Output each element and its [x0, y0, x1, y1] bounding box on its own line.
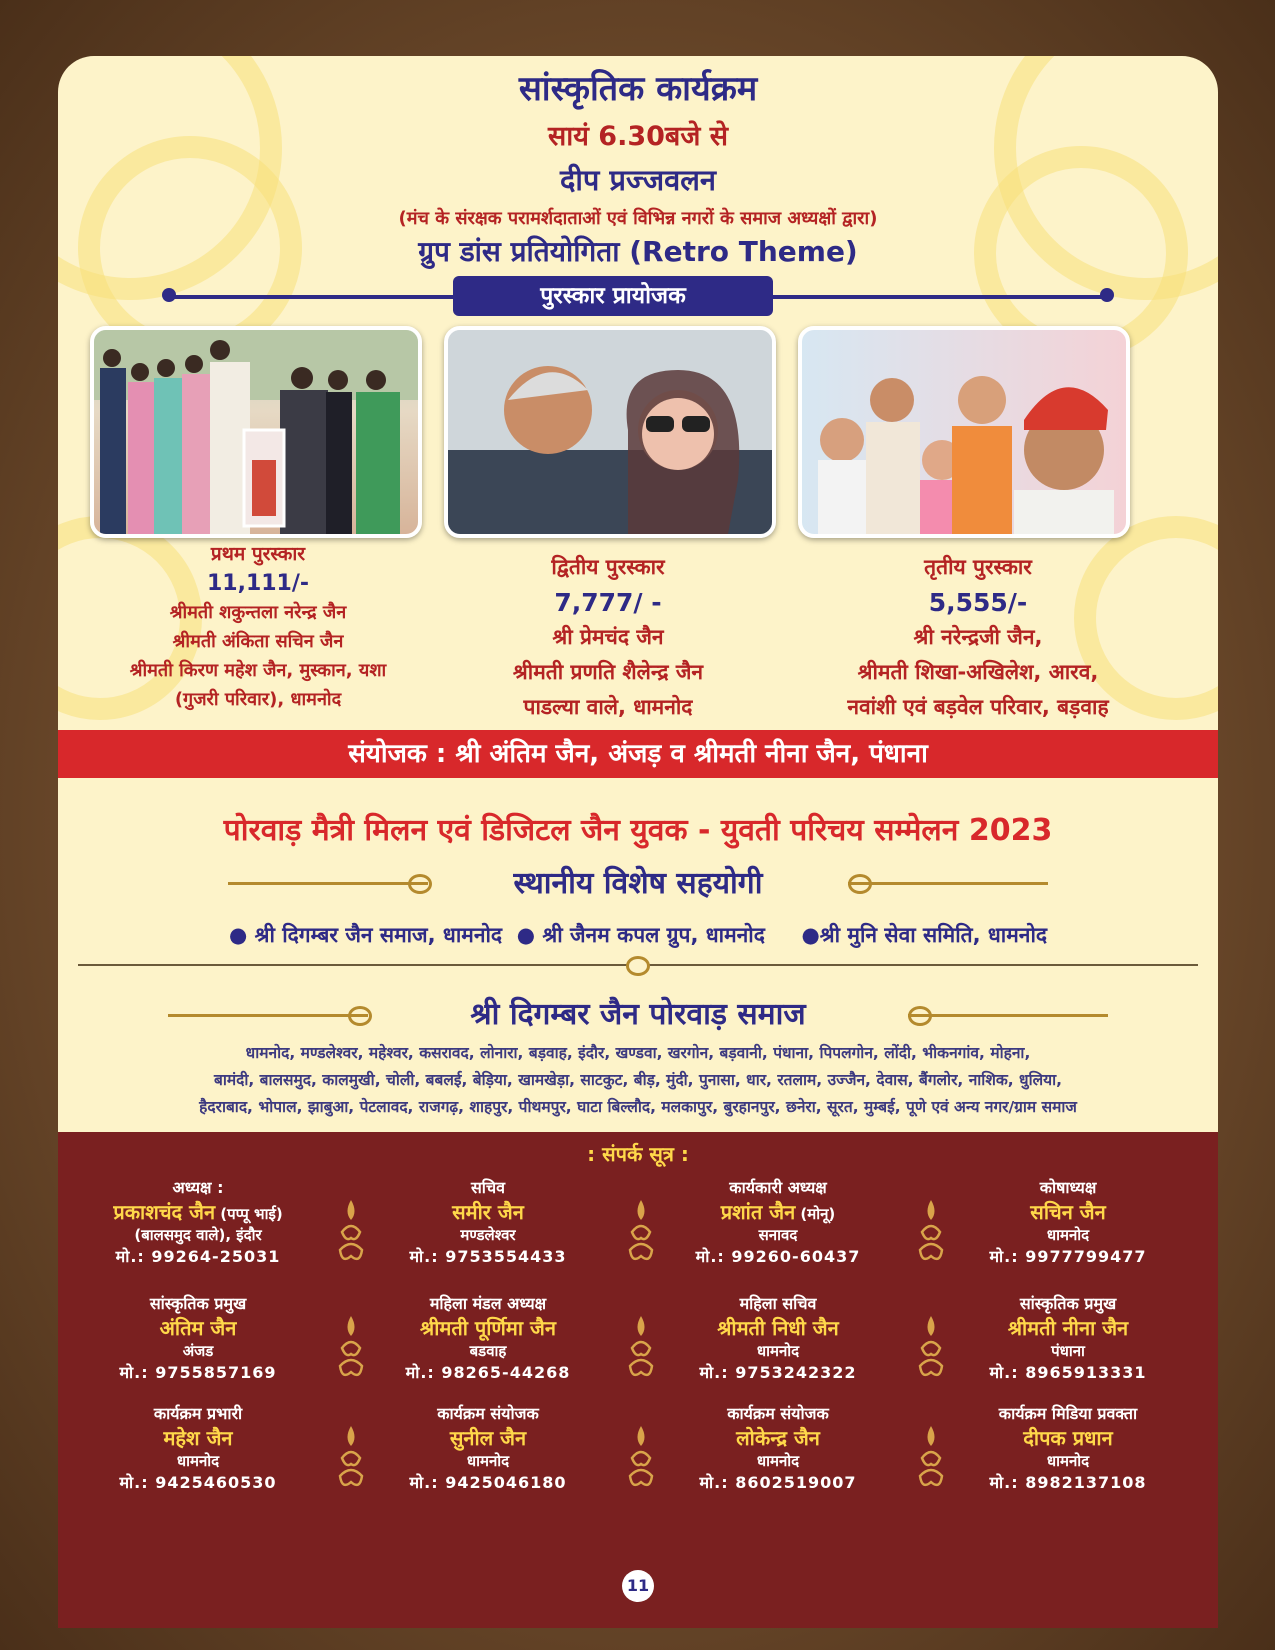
contact-name-line [938, 1424, 1198, 1451]
first-prize-family-photo [90, 326, 422, 538]
contact-card [648, 1176, 908, 1267]
contact-card [358, 1176, 618, 1267]
lamp-lighting: दीप प्रज्जवलन [560, 163, 716, 197]
contact-place: बडवाह [469, 1342, 507, 1360]
contact-nickname: (मोनू) [795, 1205, 836, 1223]
contact-place: धामनोद [1046, 1226, 1090, 1244]
contact-name: प्रशांत जैन [720, 1200, 796, 1224]
contact-phone: मो.: 99264-25031 [115, 1247, 281, 1266]
contact-name: सुनील जैन [449, 1426, 527, 1450]
local-support-list [58, 921, 1218, 949]
contact-place: अंजड [182, 1342, 214, 1360]
brochure-page [58, 56, 1218, 1636]
contact-place: धामनोद [756, 1452, 800, 1470]
contact-card [68, 1402, 328, 1493]
contact-name: प्रकाशचंद जैन [113, 1200, 216, 1224]
contact-phone: मो.: 98265-44268 [405, 1363, 571, 1382]
prize-sponsor-line: श्रीमती शकुन्तला नरेन्द्र जैन [169, 602, 347, 623]
prize-label: प्रथम पुरस्कार [210, 543, 306, 565]
contact-name: लोकेन्द्र जैन [736, 1426, 820, 1450]
contact-card [938, 1402, 1198, 1493]
contact-place: पंधाना [1051, 1342, 1085, 1360]
third-photo-figures [802, 330, 1126, 534]
contact-role: कार्यक्रम संयोजक [727, 1404, 829, 1423]
contact-card [938, 1292, 1198, 1383]
contact-phone: मो.: 9753554433 [409, 1247, 567, 1266]
contact-card [68, 1292, 328, 1383]
ornament-curl [626, 956, 650, 976]
prize-sponsor-line: श्री प्रेमचंद जैन [552, 625, 664, 649]
contact-phone: मो.: 9425460530 [119, 1473, 277, 1492]
page-number: 11 [622, 1570, 654, 1602]
contact-phone: मो.: 9977799477 [989, 1247, 1147, 1266]
contact-place: (बालसमुद वाले), इंदौर [134, 1226, 262, 1244]
prize-sponsor-line: (गुजरी परिवार), धामनोद [174, 689, 342, 710]
contact-name: श्रीमती पूर्णिमा जैन [420, 1316, 556, 1340]
contact-phone: मो.: 9755857169 [119, 1363, 277, 1382]
contact-card [648, 1402, 908, 1493]
contact-role: सचिव [470, 1178, 506, 1197]
ornament-curl [908, 1006, 932, 1026]
event-title: पोरवाड़ मैत्री मिलन एवं डिजिटल जैन युवक - युवती परिचय सम्मेलन 2023 [223, 813, 1053, 848]
competition-title: ग्रुप डांस प्रतियोगिता (Retro Theme) [418, 235, 858, 268]
prize-sponsor-line: नवांशी एवं बड़वेल परिवार, बड़वाह [847, 695, 1109, 719]
rule-dot [1100, 288, 1114, 302]
contact-role: कार्यक्रम संयोजक [437, 1404, 539, 1423]
contact-name: श्रीमती नीना जैन [1007, 1316, 1129, 1340]
contact-role: कार्यक्रम प्रभारी [153, 1404, 243, 1423]
contact-name-line [648, 1314, 908, 1341]
town-list [58, 1040, 1218, 1121]
support-item: ●श्री मुनि सेवा समिति, धामनोद [801, 923, 1048, 947]
contact-name-line [68, 1424, 328, 1451]
contact-phone: मो.: 8982137108 [989, 1473, 1147, 1492]
contact-place: मण्डलेश्वर [460, 1226, 516, 1244]
contact-name: अंतिम जैन [159, 1316, 237, 1340]
rule-dot [162, 288, 176, 302]
contact-role: सांस्कृतिक प्रमुख [149, 1294, 247, 1313]
support-item: ● श्री दिगम्बर जैन समाज, धामनोद [228, 923, 503, 947]
contact-name-line [938, 1198, 1198, 1225]
ornament-curl [848, 874, 872, 894]
prize-sponsor-line: श्रीमती अंकिता सचिन जैन [172, 631, 344, 652]
contact-place: धामनोद [1046, 1452, 1090, 1470]
contact-name-line [68, 1314, 328, 1341]
prize-label: तृतीय पुरस्कार [924, 555, 1032, 579]
town-list-line: धामनोद, मण्डलेश्वर, महेश्वर, कसरावद, लोनारा, बड़वाह, इंदौर, खण्डवा, खरगोन, बड़वानी, पंधाना, पिपलगोन, लोंदी, भीकनगांव, मोहना, [245, 1044, 1031, 1062]
contact-name: श्रीमती निधी जैन [717, 1316, 839, 1340]
third-prize [778, 550, 1178, 725]
contact-card [648, 1292, 908, 1383]
contact-name-line [938, 1314, 1198, 1341]
contact-card [938, 1176, 1198, 1267]
program-title: सांस्कृतिक कार्यक्रम [518, 69, 758, 109]
contact-card [358, 1402, 618, 1493]
lamp-note: (मंच के संरक्षक परामर्शदाताओं एवं विभिन्न नगरों के समाज अध्यक्षों द्वारा) [398, 208, 878, 229]
cream-panel [58, 56, 1218, 1190]
town-list-line: बामंदी, बालसमुद, कालमुखी, चोली, बबलई, बेड़िया, खामखेड़ा, साटकुट, बीड़, मुंदी, पुनासा, धार, रतलाम, उज्जैन, देवास, बैंगलोर, नाशिक, धुलिया, [214, 1071, 1062, 1089]
contact-role: कार्यकारी अध्यक्ष [729, 1178, 827, 1197]
contact-role: महिला सचिव [739, 1294, 817, 1313]
program-time: सायं 6.30बजे से [547, 121, 729, 152]
contact-name: सचिन जैन [1030, 1200, 1106, 1224]
first-prize [58, 540, 458, 714]
contact-role: सांस्कृतिक प्रमुख [1019, 1294, 1117, 1313]
town-list-line: हैदराबाद, भोपाल, झाबुआ, पेटलावद, राजगढ़, शाहपुर, पीथमपुर, घाटा बिल्लौद, मलकापुर, बुरहानपुर, छनेरा, सूरत, मुम्बई, पूणे एवं अन्य नगर/ग्राम समाज [199, 1098, 1077, 1116]
contact-name: महेश जैन [163, 1426, 233, 1450]
ornament-line [848, 882, 1048, 885]
contact-role: कार्यक्रम मिडिया प्रवक्ता [998, 1404, 1138, 1423]
couple-photo-figures [448, 330, 772, 534]
contact-phone: मो.: 8602519007 [699, 1473, 857, 1492]
family-photo-figures [94, 330, 418, 534]
contact-phone: मो.: 99260-60437 [695, 1247, 861, 1266]
sponsor-banner: पुरस्कार प्रायोजक [453, 276, 773, 316]
support-item: ● श्री जैनम कपल ग्रुप, धामनोद [516, 923, 765, 947]
contact-phone: मो.: 8965913331 [989, 1363, 1147, 1382]
contact-name-line [648, 1424, 908, 1451]
prize-amount: 5,555/- [928, 588, 1028, 617]
prize-sponsor-line: श्रीमती प्रणति शैलेन्द्र जैन [512, 660, 704, 684]
contact-role: महिला मंडल अध्यक्ष [429, 1294, 547, 1313]
contact-card [68, 1176, 328, 1267]
contact-name-line [648, 1198, 908, 1225]
contact-name-line [358, 1198, 618, 1225]
contact-name: दीपक प्रधान [1023, 1426, 1113, 1450]
contacts-panel [58, 1132, 1218, 1628]
contact-name-line [358, 1424, 618, 1451]
second-prize [458, 550, 758, 725]
contact-role: अध्यक्ष : [172, 1178, 224, 1197]
contact-card [358, 1292, 618, 1383]
coordinator-banner: संयोजक : श्री अंतिम जैन, अंजड़ व श्रीमती नीना जैन, पंधाना [58, 730, 1218, 778]
prize-amount: 7,777/ - [554, 588, 662, 617]
contact-phone: मो.: 9425046180 [409, 1473, 567, 1492]
prize-label: द्वितीय पुरस्कार [551, 555, 665, 579]
local-support-heading: स्थानीय विशेष सहयोगी [513, 866, 763, 901]
prize-sponsor-line: पाडल्या वाले, धामनोद [523, 695, 693, 719]
contact-nickname: (पप्पू भाई) [215, 1205, 283, 1223]
contact-name-line [68, 1198, 328, 1225]
contact-place: धामनोद [466, 1452, 510, 1470]
prize-amount: 11,111/- [206, 571, 310, 596]
third-prize-family-photo [798, 326, 1130, 538]
second-prize-couple-photo [444, 326, 776, 538]
contact-place: सनावद [758, 1226, 798, 1244]
contact-phone: मो.: 9753242322 [699, 1363, 857, 1382]
contact-name: समीर जैन [452, 1200, 524, 1224]
ornament-line [908, 1014, 1108, 1017]
samaj-heading: श्री दिगम्बर जैन पोरवाड़ समाज [470, 997, 806, 1032]
prize-sponsor-line: श्री नरेन्द्रजी जैन, [913, 625, 1043, 649]
contact-place: धामनोद [176, 1452, 220, 1470]
prize-sponsor-line: श्रीमती किरण महेश जैन, मुस्कान, यशा [129, 660, 387, 681]
contact-name-line [358, 1314, 618, 1341]
prize-sponsor-line: श्रीमती शिखा-अखिलेश, आरव, [857, 660, 1099, 684]
contacts-heading: : संपर्क सूत्र : [587, 1142, 689, 1166]
contact-role: कोषाध्यक्ष [1039, 1178, 1097, 1197]
contact-place: धामनोद [756, 1342, 800, 1360]
